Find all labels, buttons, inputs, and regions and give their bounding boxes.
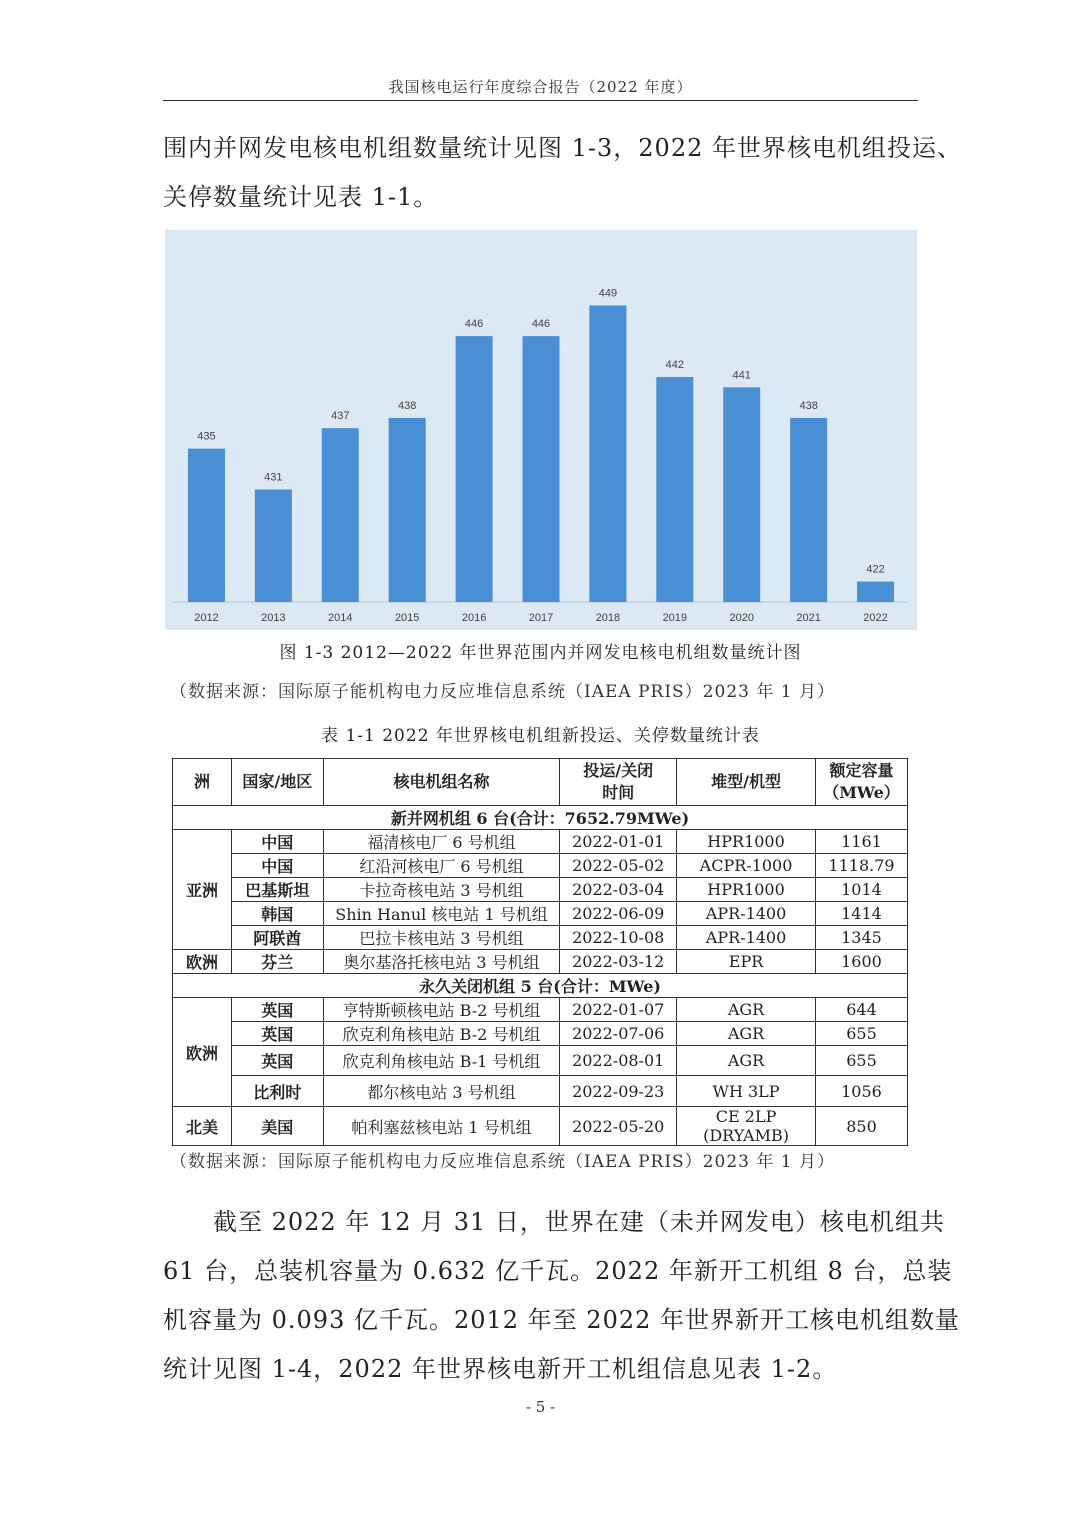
header-date-line-1: 投运/关闭 xyxy=(583,761,654,780)
data-label-2012: 435 xyxy=(197,430,216,443)
capacity-cell: 1056 xyxy=(815,1076,907,1107)
intro-line-2: 关停数量统计见表 1-1。 xyxy=(163,183,439,211)
data-label-2018: 449 xyxy=(598,287,618,300)
section-row-new xyxy=(173,806,908,830)
header-date xyxy=(560,759,677,806)
bar-2019 xyxy=(656,377,693,602)
type-cell: HPR1000 xyxy=(677,830,816,854)
bar-2017 xyxy=(523,336,560,602)
bar-chart-svg xyxy=(165,230,917,630)
bar-2020 xyxy=(723,387,760,602)
bar-2018 xyxy=(589,305,626,602)
table-caption: 表 1-1 2022 年世界核电机组新投运、关停数量统计表 xyxy=(321,726,760,746)
date-cell: 2022-03-12 xyxy=(560,950,677,974)
capacity-cell: 1161 xyxy=(815,830,907,854)
x-tick-label-2022: 2022 xyxy=(863,612,888,624)
header-capacity-line-2: （MWe） xyxy=(823,783,900,802)
unit-name-cell: 亨特斯顿核电站 B-2 号机组 xyxy=(323,998,560,1022)
continent-cell: 欧洲 xyxy=(173,998,232,1107)
header-capacity-line-1: 额定容量 xyxy=(829,761,894,780)
header-unit-name: 核电机组名称 xyxy=(323,759,560,806)
header-continent: 洲 xyxy=(173,759,232,806)
type-cell: APR-1400 xyxy=(677,902,816,926)
x-tick-label-2018: 2018 xyxy=(595,612,621,624)
country-cell: 芬兰 xyxy=(231,950,323,974)
bar-2012 xyxy=(188,449,225,602)
date-cell: 2022-01-07 xyxy=(560,998,677,1022)
x-tick-label-2020: 2020 xyxy=(729,612,754,624)
table-row xyxy=(173,1076,908,1107)
capacity-cell: 1345 xyxy=(815,926,907,950)
unit-name-cell: 都尔核电站 3 号机组 xyxy=(323,1076,560,1107)
continent-cell: 亚洲 xyxy=(173,830,232,950)
closing-line-1: 截至 2022 年 12 月 31 日，世界在建（未并网发电）核电机组共 xyxy=(213,1208,945,1236)
unit-name-cell: 卡拉奇核电站 3 号机组 xyxy=(323,878,560,902)
section-closed-title: 永久关闭机组 5 台(合计：MWe) xyxy=(173,974,908,998)
capacity-cell: 1118.79 xyxy=(815,854,907,878)
country-cell: 英国 xyxy=(231,1022,323,1046)
type-cell: ACPR-1000 xyxy=(677,854,816,878)
units-table xyxy=(172,758,908,1146)
date-cell: 2022-07-06 xyxy=(560,1022,677,1046)
table-row xyxy=(173,1107,908,1146)
header-rule xyxy=(163,100,918,101)
x-tick-label-2016: 2016 xyxy=(461,612,487,624)
data-label-2013: 431 xyxy=(264,471,283,484)
bar-2013 xyxy=(255,490,292,602)
capacity-cell: 1600 xyxy=(815,950,907,974)
country-cell: 英国 xyxy=(231,998,323,1022)
unit-name-cell: 帕利塞兹核电站 1 号机组 xyxy=(323,1107,560,1146)
capacity-cell: 850 xyxy=(815,1107,907,1146)
capacity-cell: 655 xyxy=(815,1046,907,1076)
country-cell: 巴基斯坦 xyxy=(231,878,323,902)
table-row xyxy=(173,878,908,902)
country-cell: 阿联酋 xyxy=(231,926,323,950)
table-row xyxy=(173,1046,908,1076)
table-source: （数据来源：国际原子能机构电力反应堆信息系统（IAEA PRIS）2023 年 1 月） xyxy=(170,1152,835,1172)
bar-2016 xyxy=(456,336,493,602)
unit-name-cell: 奥尔基洛托核电站 3 号机组 xyxy=(323,950,560,974)
intro-line-1: 围内并网发电核电机组数量统计见图 1-3，2022 年世界核电机组投运、 xyxy=(163,134,962,162)
date-cell: 2022-05-02 xyxy=(560,854,677,878)
data-label-2014: 437 xyxy=(331,410,350,423)
unit-name-cell: Shin Hanul 核电站 1 号机组 xyxy=(323,902,560,926)
capacity-cell: 1414 xyxy=(815,902,907,926)
unit-name-cell: 欣克利角核电站 B-2 号机组 xyxy=(323,1022,560,1046)
data-label-2015: 438 xyxy=(398,399,417,412)
bar-2021 xyxy=(790,418,827,602)
type-cell: WH 3LP xyxy=(677,1076,816,1107)
x-tick-label-2015: 2015 xyxy=(394,612,420,624)
bar-chart xyxy=(165,230,917,630)
date-cell: 2022-05-20 xyxy=(560,1107,677,1146)
country-cell: 中国 xyxy=(231,854,323,878)
type-cell: HPR1000 xyxy=(677,878,816,902)
x-tick-label-2013: 2013 xyxy=(261,612,286,624)
bar-2022 xyxy=(857,582,894,602)
x-tick-label-2019: 2019 xyxy=(662,612,688,624)
type-cell: EPR xyxy=(677,950,816,974)
country-cell: 韩国 xyxy=(231,902,323,926)
x-tick-label-2017: 2017 xyxy=(528,612,554,624)
continent-cell: 北美 xyxy=(173,1107,232,1146)
type-cell: AGR xyxy=(677,998,816,1022)
page-header: 我国核电运行年度综合报告（2022 年度） xyxy=(388,78,693,96)
continent-cell: 欧洲 xyxy=(173,950,232,974)
x-tick-label-2021: 2021 xyxy=(796,612,821,624)
data-label-2021: 438 xyxy=(799,399,818,412)
unit-name-cell: 福清核电厂 6 号机组 xyxy=(323,830,560,854)
closing-line-2: 61 台，总装机容量为 0.632 亿千瓦。2022 年新开工机组 8 台，总装 xyxy=(163,1257,953,1285)
table-row xyxy=(173,926,908,950)
page-number: - 5 - xyxy=(525,1398,556,1416)
date-cell: 2022-06-09 xyxy=(560,902,677,926)
date-cell: 2022-09-23 xyxy=(560,1076,677,1107)
country-cell: 比利时 xyxy=(231,1076,323,1107)
table-row xyxy=(173,854,908,878)
type-cell: AGR xyxy=(677,1046,816,1076)
intro-paragraph xyxy=(163,124,962,222)
header-date-line-2: 时间 xyxy=(602,783,635,802)
country-cell: 美国 xyxy=(231,1107,323,1146)
data-label-2017: 446 xyxy=(531,318,551,331)
type-cell: APR-1400 xyxy=(677,926,816,950)
unit-name-cell: 巴拉卡核电站 3 号机组 xyxy=(323,926,560,950)
capacity-cell: 1014 xyxy=(815,878,907,902)
capacity-cell: 655 xyxy=(815,1022,907,1046)
unit-name-cell: 红沿河核电厂 6 号机组 xyxy=(323,854,560,878)
data-label-2019: 442 xyxy=(665,359,684,372)
closing-line-4: 统计见图 1-4，2022 年世界核电新开工机组信息见表 1-2。 xyxy=(163,1355,838,1383)
closing-paragraph xyxy=(163,1198,961,1394)
country-cell: 英国 xyxy=(231,1046,323,1076)
date-cell: 2022-10-08 xyxy=(560,926,677,950)
x-tick-label-2012: 2012 xyxy=(194,612,219,624)
x-tick-label-2014: 2014 xyxy=(328,612,353,624)
type-cell: AGR xyxy=(677,1022,816,1046)
capacity-cell: 644 xyxy=(815,998,907,1022)
data-label-2016: 446 xyxy=(464,318,484,331)
section-row-closed xyxy=(173,974,908,998)
header-country: 国家/地区 xyxy=(231,759,323,806)
table-row xyxy=(173,998,908,1022)
bar-2014 xyxy=(322,428,359,602)
table-row xyxy=(173,830,908,854)
date-cell: 2022-03-04 xyxy=(560,878,677,902)
table-header-row xyxy=(173,759,908,806)
table-row xyxy=(173,1022,908,1046)
unit-name-cell: 欣克利角核电站 B-1 号机组 xyxy=(323,1046,560,1076)
header-capacity xyxy=(815,759,907,806)
bar-2015 xyxy=(389,418,426,602)
date-cell: 2022-08-01 xyxy=(560,1046,677,1076)
table-row xyxy=(173,950,908,974)
data-label-2020: 441 xyxy=(732,369,751,382)
type-cell: CE 2LP (DRYAMB) xyxy=(677,1107,816,1146)
country-cell: 中国 xyxy=(231,830,323,854)
figure-source: （数据来源：国际原子能机构电力反应堆信息系统（IAEA PRIS）2023 年 1 月） xyxy=(170,682,835,702)
date-cell: 2022-01-01 xyxy=(560,830,677,854)
section-new-title: 新并网机组 6 台(合计：7652.79MWe) xyxy=(173,806,908,830)
header-type: 堆型/机型 xyxy=(677,759,816,806)
figure-caption: 图 1-3 2012—2022 年世界范围内并网发电核电机组数量统计图 xyxy=(279,643,802,663)
table-row xyxy=(173,902,908,926)
data-label-2022: 422 xyxy=(866,563,885,576)
closing-line-3: 机容量为 0.093 亿千瓦。2012 年至 2022 年世界新开工核电机组数量 xyxy=(163,1306,961,1334)
